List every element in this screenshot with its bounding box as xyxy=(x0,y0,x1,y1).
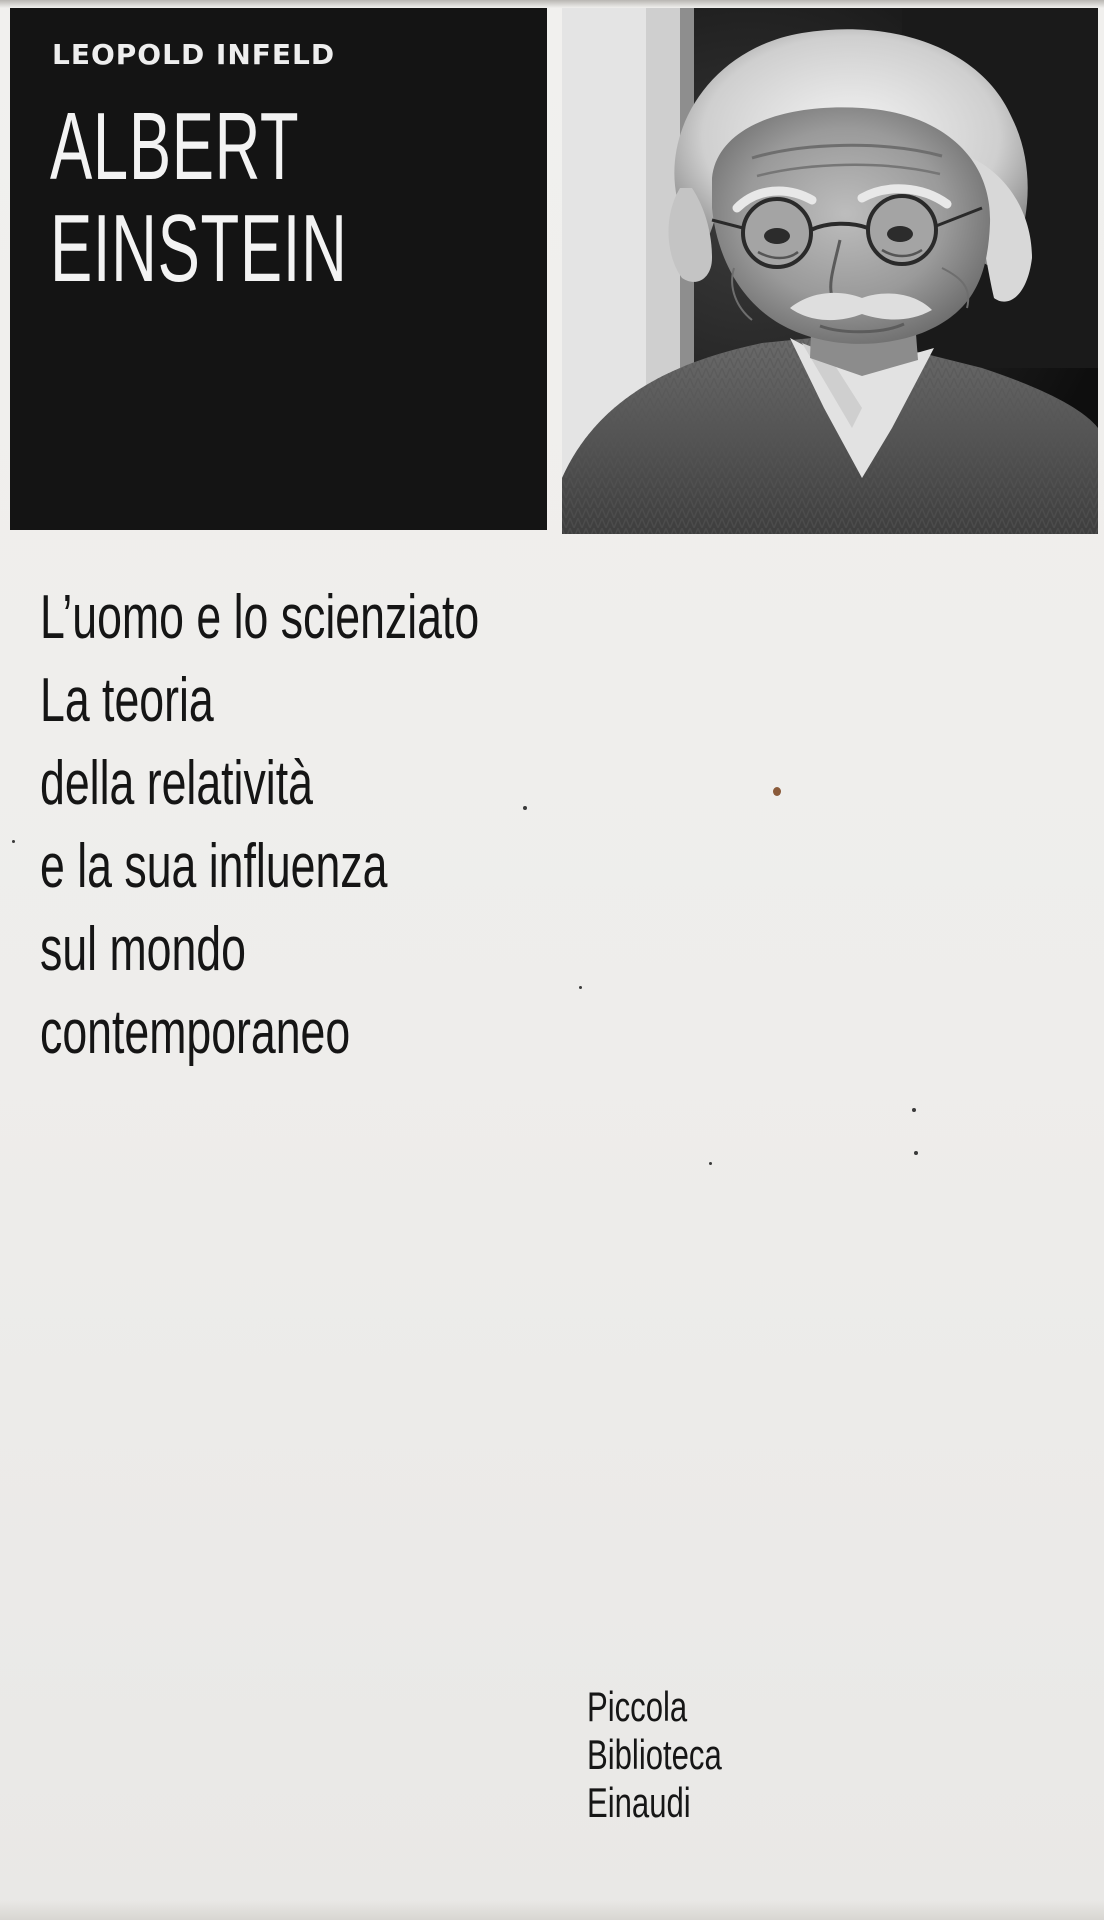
subtitle-line-5: sul mondo xyxy=(40,915,246,984)
series-line-1: Piccola xyxy=(587,1683,688,1730)
series-line-2: Biblioteca xyxy=(587,1731,722,1778)
title-panel xyxy=(10,8,547,530)
book-title-line-2: EINSTEIN xyxy=(50,195,348,302)
book-subtitle xyxy=(40,576,479,1074)
author-name: LEOPOLD INFELD xyxy=(52,38,336,71)
subtitle-line-6: contemporaneo xyxy=(40,998,351,1067)
paper-speck xyxy=(12,840,15,843)
paper-speck xyxy=(709,1162,712,1165)
portrait-photo xyxy=(562,8,1098,534)
book-title xyxy=(50,93,348,302)
paper-speck xyxy=(579,986,582,989)
paper-speck xyxy=(912,1108,916,1112)
subtitle-line-1: L’uomo e lo scienziato xyxy=(40,583,480,652)
paper-speck xyxy=(773,787,781,796)
paper-speck xyxy=(914,1151,918,1155)
book-title-line-1: ALBERT xyxy=(50,93,300,200)
portrait-illustration xyxy=(562,8,1098,534)
publisher-series xyxy=(587,1683,722,1827)
paper-speck xyxy=(523,806,527,810)
cover-bottom-edge xyxy=(0,1900,1104,1920)
subtitle-line-3: della relatività xyxy=(40,749,313,818)
series-line-3: Einaudi xyxy=(587,1779,691,1826)
cover-top-edge xyxy=(0,0,1104,8)
subtitle-line-2: La teoria xyxy=(40,666,214,735)
subtitle-line-4: e la sua influenza xyxy=(40,832,388,901)
